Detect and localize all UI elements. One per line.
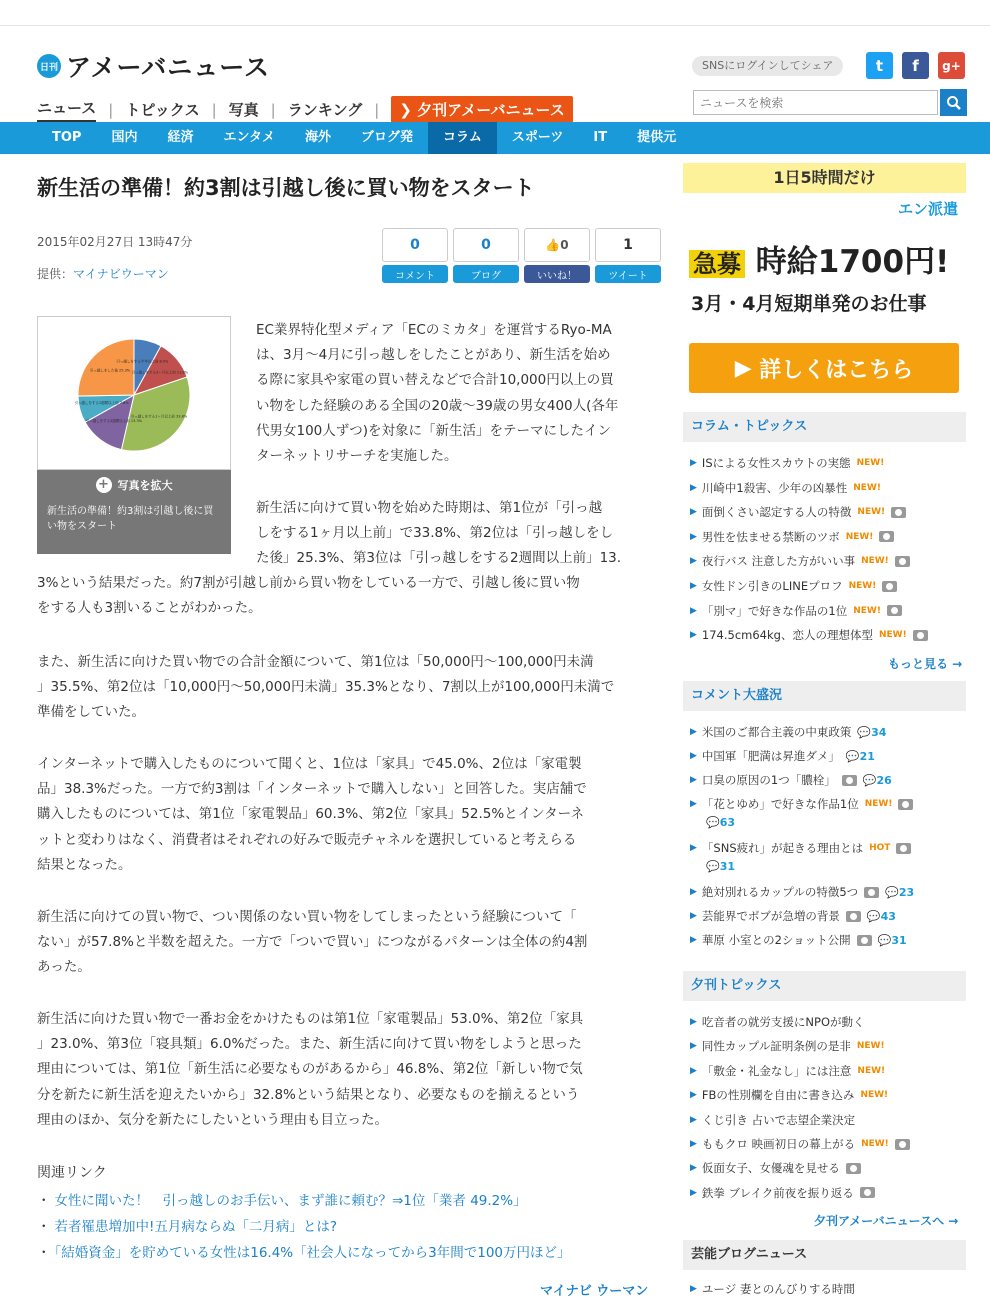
share-label: ツイート <box>595 265 661 283</box>
yukan-item[interactable] <box>690 1112 855 1128</box>
camera-icon <box>879 531 894 542</box>
new-badge: NEW! <box>853 482 881 493</box>
comment-item[interactable] <box>690 932 907 948</box>
camera-icon <box>846 1163 861 1174</box>
camera-icon <box>895 556 910 567</box>
text-line: 品」38.3%だった。一方で約3割は「インターネットで購入しない」と回答した。実店舗で <box>37 781 587 798</box>
text-line: をする人も3割いることがわかった。 <box>37 600 262 617</box>
text-line: 代男女100人ずつ)を対象に「新生活」をテーマにしたイン <box>256 422 612 439</box>
article-title: 新生活の準備！約3割は引越し後に買い物をスタート <box>37 176 535 200</box>
share-count: 0 <box>382 228 448 262</box>
share-label: ブログ <box>453 265 519 283</box>
yukan-heading: 夕刊トピックス <box>683 971 966 1001</box>
cat-it[interactable]: IT <box>593 130 608 145</box>
item-text: 鉄拳 ブレイク前夜を振り返る <box>701 1185 854 1200</box>
related-link[interactable]: ・ 女性に聞いた！ 引っ越しのお手伝い、まず誰に頼む？⇒1位「業者 49.2%」 <box>37 1193 527 1209</box>
cat-domestic[interactable]: 国内 <box>111 130 138 145</box>
item-text: 同性カップル証明条例の是非 <box>701 1039 851 1054</box>
comment-item[interactable] <box>690 796 913 812</box>
item-text: 「敷金・礼金なし」には注意 <box>701 1063 852 1078</box>
arrow-icon: ▶ <box>690 1041 697 1052</box>
ad-kyubo: 急募 <box>689 250 745 278</box>
search-icon <box>946 95 962 111</box>
arrow-icon: ▶ <box>690 751 697 761</box>
comment-bubble-icon: 💬63 <box>706 816 736 829</box>
camera-icon <box>887 605 902 616</box>
item-text: 口臭の原因の1つ「膿栓」 <box>701 773 836 787</box>
item-text: 米国のご都合主義の中東政策 <box>701 725 852 739</box>
new-badge: NEW! <box>853 605 881 616</box>
like-count: 0 <box>560 238 569 252</box>
facebook-icon[interactable]: f <box>902 52 929 79</box>
category-bar <box>0 122 990 154</box>
arrow-icon: ▶ <box>690 482 697 493</box>
camera-icon <box>891 507 906 518</box>
top-divider <box>0 25 990 26</box>
arrow-icon: ▶ <box>690 1065 697 1076</box>
text-line: ットと変わりはなく、消費者はそれぞれの好みで販売チャネルを選択していると考えらる <box>37 831 577 848</box>
camera-icon <box>882 581 897 592</box>
camera-icon <box>898 799 913 810</box>
camera-icon <box>913 630 928 641</box>
camera-icon <box>896 843 911 854</box>
related-link-text: 「結婚資金」を貯めている女性は16.4%「社会人になってから3年間で100万円ほど」 <box>54 1245 571 1261</box>
camera-icon <box>895 1139 910 1150</box>
twitter-icon[interactable]: t <box>866 52 893 79</box>
new-badge: NEW! <box>857 507 886 518</box>
cat-top[interactable]: TOP <box>52 130 82 145</box>
arrow-icon: ▶ <box>690 911 697 921</box>
pie-label: 引っ越しをする2週間以上前 13.3% <box>85 418 143 423</box>
plus-icon: + <box>96 477 112 493</box>
column-item[interactable] <box>690 480 881 496</box>
comment-count: 💬26 <box>862 773 892 787</box>
cat-entertainment[interactable]: エンタメ <box>223 130 275 145</box>
comment-item[interactable] <box>690 884 914 900</box>
arrow-icon: ▶ <box>690 727 697 737</box>
arrow-icon: ▶ <box>690 1090 697 1101</box>
pie-label: 引っ越しをする半年以上前 8.0% <box>116 359 169 364</box>
cat-blog[interactable]: ブログ発 <box>360 130 413 145</box>
hot-badge: HOT <box>869 843 891 853</box>
related-link-text: 女性に聞いた！ 引っ越しのお手伝い、まず誰に頼む？⇒1位「業者 49.2%」 <box>54 1193 527 1209</box>
ad-brand: エン派遣 <box>897 200 958 218</box>
arrow-icon: ▶ <box>690 799 697 809</box>
item-text: 絶対別れるカップルの特徴5つ <box>701 885 859 899</box>
paragraph-1 <box>256 318 618 469</box>
top-nav: ニュース | トピックス | 写真 | ランキング | ❯ 夕刊アメーバニュース <box>37 96 573 123</box>
item-text: 吃音者の就労支援にNPOが動く <box>701 1015 865 1029</box>
comment-count <box>706 860 735 873</box>
cat-economy[interactable]: 経済 <box>167 130 194 145</box>
camera-icon <box>857 935 872 946</box>
more-link[interactable]: もっと見る → <box>888 657 963 671</box>
item-text: 「別マ」で好きな作品の1位 <box>701 603 848 618</box>
cat-sports[interactable]: スポーツ <box>511 130 564 145</box>
comment-item[interactable] <box>690 772 892 788</box>
share-label: コメント <box>382 265 448 283</box>
text-line: 新生活に向けた買い物で一番お金をかけたものは第1位「家電製品」53.0%、第2位「家具 <box>37 1011 584 1027</box>
item-text: くじ引き 占いで志望企業決定 <box>701 1112 856 1127</box>
text-line: EC業界特化型メディア「ECのミカタ」を運営するRyo-MA <box>256 322 612 338</box>
item-text: 面倒くさい認定する人の特徴 <box>701 505 852 520</box>
new-badge: NEW! <box>861 556 889 567</box>
arrow-icon: ▶ <box>690 775 697 785</box>
comment-item[interactable] <box>690 748 875 764</box>
share-count <box>524 228 590 262</box>
new-badge: NEW! <box>864 799 893 809</box>
text-line: 理由のほか、気分を新たにしたいという理由も目立った。 <box>37 1111 388 1128</box>
share-count: 0 <box>453 228 519 262</box>
new-badge: NEW! <box>856 458 885 468</box>
paragraph-2b <box>37 571 580 621</box>
arrow-icon: ▶ <box>690 1163 697 1174</box>
yukan-item[interactable] <box>690 1063 885 1079</box>
comment-item[interactable] <box>690 724 886 740</box>
text-line: 購入したものについては、第1位「家電製品」60.3%、第2位「家具」52.5%とインターネ <box>37 806 584 823</box>
share-blog[interactable] <box>453 228 519 283</box>
text-line: 新生活に向けて買い物を始めた時期は、第1位が「引っ越 <box>256 500 603 516</box>
column-item[interactable] <box>690 553 910 569</box>
column-item[interactable] <box>690 504 906 520</box>
share-label: いいね！ <box>524 265 590 283</box>
share-tweet[interactable] <box>595 228 661 283</box>
yukan-item[interactable] <box>690 1160 861 1176</box>
text-line: 結果となった。 <box>37 856 132 873</box>
comment-count <box>706 816 735 829</box>
arrow-icon: ▶ <box>690 581 697 591</box>
yukan-item[interactable] <box>690 1185 875 1201</box>
paragraph-4 <box>37 752 587 878</box>
enlarge-label: 写真を拡大 <box>117 479 173 492</box>
comment-count: 💬43 <box>866 909 896 923</box>
blog-heading: 芸能ブログニュース <box>683 1240 966 1270</box>
item-text: 174.5cm64kg、恋人の理想体型 <box>701 628 873 643</box>
arrow-icon: ▶ <box>690 1284 697 1294</box>
article-date: 2015年02月27日 13時47分 <box>37 235 193 249</box>
ad-period: 3月・4月短期単発のお仕事 <box>691 293 927 315</box>
comment-heading: コメント大盛況 <box>683 681 966 711</box>
item-text: 夜行バス 注意した方がいい事 <box>701 554 856 569</box>
job-ad[interactable] <box>683 163 966 408</box>
camera-icon <box>860 1187 875 1198</box>
item-text: 「SNS疲れ」が起きる理由とは <box>701 841 864 855</box>
text-line: 」35.5%、第2位は「10,000円〜50,000円未満」35.3%となり、7割以上が100,000円未満で <box>37 679 615 696</box>
yukan-item[interactable] <box>690 1087 888 1103</box>
column-item[interactable] <box>690 529 894 545</box>
text-line: い物をした経験のある全国の20歳〜39歳の男女400人(各年 <box>256 397 619 414</box>
pie-label: 引っ越しをする1週間以上前 7.8% <box>74 400 129 405</box>
text-line: る際に家具や家電の買い替えなどで合計10,000円以上の買 <box>256 372 614 389</box>
cat-provider[interactable]: 提供元 <box>637 130 677 145</box>
new-badge: NEW! <box>860 1090 889 1101</box>
comment-count: 💬23 <box>885 885 915 899</box>
comment-count: 💬34 <box>857 725 887 739</box>
text-line: また、新生活に向けた買い物での合計金額について、第1位は「50,000円〜100,000円未満 <box>37 654 594 670</box>
column-item[interactable] <box>690 578 897 594</box>
item-text: 中国軍「肥満は昇進ダメ」 <box>701 749 840 763</box>
search-button[interactable] <box>940 89 967 116</box>
logo-text: アメーバニュース <box>66 53 271 82</box>
arrow-icon: ▶ <box>690 1114 697 1125</box>
site-logo[interactable] <box>37 48 270 84</box>
share-facebook[interactable] <box>524 228 590 283</box>
thumb-icon: 👍 <box>545 238 561 252</box>
text-line: インターネットで購入したものについて聞くと、1位は「家具」で45.0%、2位は「家電製 <box>37 756 582 772</box>
cat-overseas[interactable]: 海外 <box>304 130 331 145</box>
arrow-icon: ▶ <box>690 1017 697 1027</box>
arrow-icon: ▶ <box>690 605 697 616</box>
related-link-text: 若者罹患増加中!五月病ならぬ「二月病」とは? <box>54 1219 338 1235</box>
nav-yukan-label: 夕刊アメーバニュース <box>417 101 565 119</box>
related-link[interactable]: ・ 「結婚資金」を貯めている女性は16.4%「社会人になってから3年間で100万円ほど」 <box>37 1245 571 1261</box>
item-text: 芸能界でボブが急増の背景 <box>701 909 840 923</box>
item-text: 女性ドン引きのLINEプロフ <box>701 579 843 593</box>
arrow-icon: ▶ <box>690 507 697 518</box>
photo-caption: 新生活の準備！約3割は引越し後に買い物をスタート <box>47 506 214 532</box>
googleplus-icon[interactable]: g+ <box>938 52 965 79</box>
item-text: ユージ 妻とのんびりする時間 <box>701 1282 855 1296</box>
paragraph-5 <box>37 905 587 981</box>
yukan-item[interactable] <box>690 1136 910 1152</box>
text-line: 」23.0%、第3位「寝具類」6.0%だった。また、新生活に向けて買い物をしようと思った <box>37 1036 582 1053</box>
source-link[interactable]: マイナビウーマン <box>73 267 169 281</box>
blog-item[interactable] <box>690 1281 855 1297</box>
pie-chart <box>37 316 231 470</box>
ad-wage-line <box>689 236 949 281</box>
arrow-icon: ▶ <box>690 935 697 945</box>
text-line: 3%という結果だった。約7割が引越し前から買い物をしている一方で、引越し後に買い物 <box>37 575 580 591</box>
column-item[interactable] <box>690 627 928 643</box>
nav-ranking[interactable]: ランキング <box>287 101 363 119</box>
comment-item[interactable] <box>690 840 911 856</box>
arrow-icon: ▶ <box>690 1139 697 1149</box>
arrow-icon: ▶ <box>690 843 697 853</box>
yukan-item[interactable] <box>690 1014 865 1030</box>
column-heading: コラム・トピックス <box>683 412 966 442</box>
comment-item[interactable] <box>690 908 896 924</box>
text-line: ターネットリサーチを実施した。 <box>256 448 458 465</box>
text-line: た後」25.3%、第3位は「引っ越しをする2週間以上前」13. <box>256 550 622 567</box>
paragraph-6 <box>37 1007 583 1133</box>
arrow-icon: ▶ <box>690 630 697 641</box>
source-label: 提供： <box>37 267 74 281</box>
article-source <box>37 265 169 282</box>
nav-yukan[interactable]: ❯ 夕刊アメーバニュース <box>391 96 572 123</box>
arrow-icon: ▶ <box>690 887 697 897</box>
text-line: 分を新たに新生活を迎えたいから」32.8%という結果となり、必要なものを揃えるという <box>37 1086 580 1103</box>
related-link[interactable]: ・ 若者罹患増加中!五月病ならぬ「二月病」とは? <box>37 1219 338 1235</box>
cat-column[interactable]: コラム <box>428 122 497 154</box>
text-line: しをする1ヶ月以上前」で33.8%、第2位は「引っ越しをし <box>256 525 614 542</box>
item-text: 華原 小室との2ショット公開 <box>701 933 851 947</box>
pie-label: 引っ越しをする1ヶ月以上前 33.8% <box>130 414 188 419</box>
new-badge: NEW! <box>861 1139 889 1149</box>
text-line: 準備をしていた。 <box>37 704 145 721</box>
item-text: ISによる女性スカウトの実態 <box>701 456 851 470</box>
article-photo[interactable] <box>37 316 231 554</box>
column-item[interactable] <box>690 603 902 619</box>
new-badge: NEW! <box>878 630 907 641</box>
item-text: 仮面女子、女優魂を見せる <box>701 1161 840 1176</box>
new-badge: NEW! <box>845 531 874 542</box>
item-text: 川崎中1殺害、少年の凶暴性 <box>701 480 848 495</box>
text-line: 理由については、第1位「新生活に必要なものがあるから」46.8%、第2位「新しい物で気 <box>37 1061 583 1078</box>
column-item[interactable] <box>690 455 884 471</box>
mynavi-logo[interactable]: マイナビ ウーマン <box>540 1284 649 1299</box>
related-heading: 関連リンク <box>37 1165 107 1181</box>
sns-login-label: SNSにログインしてシェア <box>692 56 843 76</box>
logo-badge: 日刊 <box>37 54 61 78</box>
camera-icon <box>846 911 861 922</box>
share-comment[interactable] <box>382 228 448 283</box>
ad-wage: 時給1700円! <box>755 244 950 280</box>
nav-photo[interactable]: 写真 <box>228 101 259 119</box>
camera-icon <box>842 775 857 786</box>
play-icon: ▶ <box>734 355 760 381</box>
text-line: あった。 <box>37 959 91 976</box>
ad-button[interactable] <box>689 343 959 393</box>
text-line: ない」が57.8%と半数を超えた。一方で「ついで買い」につながるパターンは全体の約4割 <box>37 934 588 951</box>
photo-enlarge[interactable] <box>37 470 231 500</box>
pie-label: 引っ越しをした後 25.3% <box>89 368 131 373</box>
paragraph-3 <box>37 650 614 726</box>
yukan-more-link[interactable]: 夕刊アメーバニュースへ → <box>814 1214 959 1228</box>
text-line: 新生活に向けての買い物で、つい関係のない買い物をしてしまったという経験について「 <box>37 909 577 925</box>
arrow-icon: ▶ <box>690 531 697 542</box>
arrow-icon: ▶ <box>690 1187 697 1198</box>
item-text: 「花とゆめ」で好きな作品1位 <box>701 797 859 811</box>
ad-button-label: 詳しくはこちら <box>759 357 914 383</box>
comment-bubble-icon: 💬31 <box>706 860 736 873</box>
arrow-icon: ▶ <box>690 556 697 567</box>
text-line: は、3月〜4月に引っ越しをしたことがあり、新生活を始め <box>256 347 611 364</box>
arrow-icon: ▶ <box>690 458 697 468</box>
item-text: FBの性別欄を自由に書き込み <box>701 1088 855 1103</box>
new-badge: NEW! <box>848 581 877 591</box>
nav-news[interactable]: ニュース <box>37 97 96 123</box>
new-badge: NEW! <box>856 1041 885 1052</box>
pie-label: 引っ越しをする3ヶ月以上前 11.8% <box>131 370 188 375</box>
camera-icon <box>864 887 879 898</box>
comment-count: 💬31 <box>877 933 907 947</box>
item-text: 男性を怯ませる禁断のツボ <box>701 529 840 544</box>
ad-top: 1日5時間だけ <box>683 163 966 193</box>
item-text: ももクロ 映画初日の幕上がる <box>701 1137 856 1151</box>
paragraph-2a <box>256 496 621 572</box>
comment-count: 💬21 <box>845 749 875 763</box>
yukan-item[interactable] <box>690 1038 885 1054</box>
search-input[interactable] <box>693 90 938 115</box>
new-badge: NEW! <box>857 1065 886 1076</box>
nav-topics[interactable]: トピックス <box>125 101 200 119</box>
share-count: 1 <box>595 228 661 262</box>
